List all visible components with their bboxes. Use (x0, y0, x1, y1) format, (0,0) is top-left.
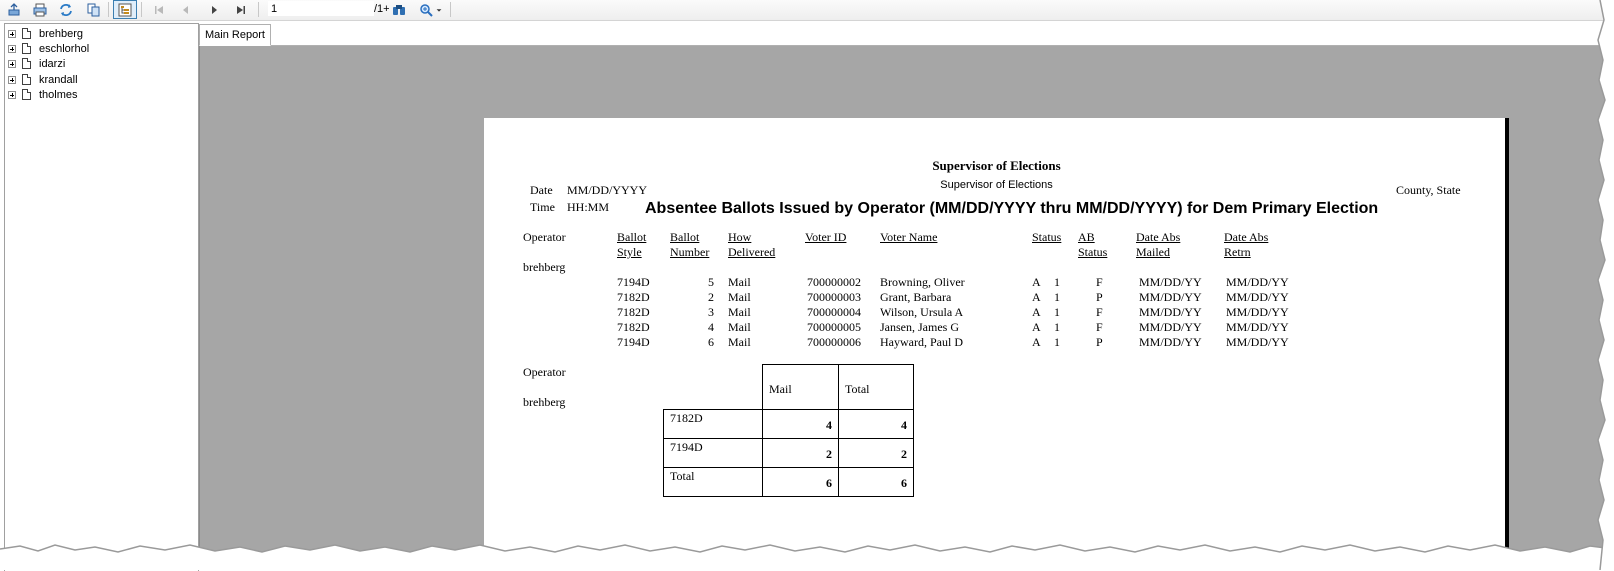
header-ballot-number-2: Number (670, 245, 710, 259)
cell-voter-name: Hayward, Paul D (880, 335, 963, 349)
header-ab-status-2: Status (1078, 245, 1108, 259)
crosstab-header-mail-label: Mail (769, 382, 792, 396)
cell-date-retrn: MM/DD/YY (1226, 275, 1289, 289)
crosstab-row-label-text: 7194D (670, 440, 703, 454)
cell-status: A (1032, 320, 1041, 334)
cell-date-mailed: MM/DD/YY (1139, 305, 1202, 319)
header-ballot-style-1: Ballot (617, 230, 647, 244)
summary-operator-label: Operator (523, 365, 566, 379)
document-icon (22, 28, 31, 39)
crosstab-cell-mail (762, 467, 839, 497)
report-org-sub: Supervisor of Elections (940, 179, 1053, 191)
operator-name: brehberg (523, 260, 566, 274)
tree-item-idarzi[interactable] (8, 56, 65, 71)
cell-ballot-number: 6 (708, 335, 714, 349)
crosstab-cell-total (838, 409, 914, 439)
crosstab-header-total-label: Total (845, 382, 870, 396)
crosstab-cell-total (838, 467, 914, 497)
report-org: Supervisor of Elections (932, 158, 1061, 173)
cell-how-delivered: Mail (728, 290, 751, 304)
group-tree-toggle-icon[interactable] (113, 0, 137, 19)
header-operator: Operator (523, 230, 566, 244)
cell-voter-id: 700000003 (807, 290, 861, 304)
header-how-delivered-1: How (728, 230, 752, 244)
tab-strip (199, 23, 1614, 46)
crosstab-cell-total-value: 4 (901, 418, 907, 432)
cell-voter-id: 700000004 (807, 305, 861, 319)
crosstab-cell-total-value: 6 (901, 476, 907, 490)
cell-voter-name: Grant, Barbara (880, 290, 952, 304)
cell-how-delivered: Mail (728, 335, 751, 349)
crosstab-row-label (663, 409, 763, 439)
toolbar (0, 0, 1614, 21)
zoom-icon[interactable] (417, 1, 435, 18)
cell-status-number: 1 (1054, 335, 1060, 349)
cell-ab-status: F (1096, 320, 1103, 334)
header-voter-name: Voter Name (880, 230, 938, 244)
print-icon[interactable] (31, 1, 49, 18)
report-title: Absentee Ballots Issued by Operator (MM/DD/YYYY thru MM/DD/YYYY) for Dem Primary Election (645, 200, 1379, 217)
cell-voter-id: 700000006 (807, 335, 861, 349)
cell-ab-status: F (1096, 275, 1103, 289)
crosstab-cell-mail-value: 6 (826, 476, 832, 490)
crosstab-row-label (663, 467, 763, 497)
cell-how-delivered: Mail (728, 305, 751, 319)
cell-ballot-number: 4 (708, 320, 714, 334)
expand-plus-icon[interactable] (8, 91, 16, 99)
cell-voter-id: 700000002 (807, 275, 861, 289)
document-icon (22, 74, 31, 85)
tree-item-label: tholmes (39, 88, 78, 101)
cell-voter-name: Jansen, James G (880, 320, 959, 334)
tree-item-label: brehberg (39, 27, 84, 40)
cell-voter-name: Wilson, Ursula A (880, 305, 964, 319)
time-value: HH:MM (567, 200, 610, 214)
expand-plus-icon[interactable] (8, 45, 16, 53)
header-ab-status-1: AB (1078, 230, 1095, 244)
crosstab-cell-total-value: 2 (901, 447, 907, 461)
page-count: /1+ (374, 3, 390, 15)
cell-date-mailed: MM/DD/YY (1139, 290, 1202, 304)
cell-date-mailed: MM/DD/YY (1139, 275, 1202, 289)
cell-date-retrn: MM/DD/YY (1226, 320, 1289, 334)
cell-date-mailed: MM/DD/YY (1139, 320, 1202, 334)
cell-voter-id: 700000005 (807, 320, 861, 334)
cell-ab-status: P (1096, 290, 1103, 304)
document-icon (22, 89, 31, 100)
crosstab-cell-total (838, 438, 914, 468)
time-label: Time (530, 200, 555, 214)
tree-item-tholmes[interactable] (8, 87, 78, 102)
cell-status: A (1032, 305, 1041, 319)
expand-plus-icon[interactable] (8, 30, 16, 38)
cell-status-number: 1 (1054, 290, 1060, 304)
cell-ballot-style: 7182D (617, 305, 650, 319)
cell-date-retrn: MM/DD/YY (1226, 290, 1289, 304)
tree-item-brehberg[interactable] (8, 26, 83, 41)
copy-icon[interactable] (85, 1, 103, 18)
cell-how-delivered: Mail (728, 320, 751, 334)
county-state: County, State (1396, 183, 1461, 197)
crosstab-row-label-text: 7182D (670, 411, 703, 425)
crosstab-header-mail (762, 364, 839, 410)
tab-main-report[interactable]: Main Report (199, 24, 271, 46)
search-binoculars-icon[interactable] (390, 1, 408, 18)
document-icon (22, 43, 31, 54)
cell-how-delivered: Mail (728, 275, 751, 289)
expand-plus-icon[interactable] (8, 60, 16, 68)
cell-date-retrn: MM/DD/YY (1226, 305, 1289, 319)
header-date-mailed-2: Mailed (1136, 245, 1170, 259)
tree-item-label: idarzi (39, 57, 66, 70)
cell-ab-status: P (1096, 335, 1103, 349)
crosstab-row-label-text: Total (670, 469, 695, 483)
cell-status: A (1032, 335, 1041, 349)
crosstab-row-label (663, 438, 763, 468)
torn-edge-decoration (0, 535, 1614, 570)
crosstab-cell-mail (762, 438, 839, 468)
cell-date-mailed: MM/DD/YY (1139, 335, 1202, 349)
zoom-dropdown-chevron-icon[interactable] (434, 1, 444, 18)
cell-ballot-style: 7194D (617, 335, 650, 349)
cell-ballot-style: 7182D (617, 290, 650, 304)
tree-item-krandall[interactable] (8, 72, 78, 87)
refresh-icon[interactable] (57, 1, 75, 18)
cell-status: A (1032, 275, 1041, 289)
group-tree-panel (4, 23, 199, 571)
header-date-retrn-2: Retrn (1224, 245, 1251, 259)
tree-item-label: eschlorhol (39, 42, 90, 55)
header-how-delivered-2: Delivered (728, 245, 776, 259)
cell-ballot-number: 3 (708, 305, 714, 319)
first-page-icon[interactable] (150, 1, 168, 18)
torn-right-edge-decoration (1590, 0, 1614, 570)
cell-status-number: 1 (1054, 275, 1060, 289)
cell-status-number: 1 (1054, 305, 1060, 319)
cell-voter-name: Browning, Oliver (880, 275, 965, 289)
header-voter-id: Voter ID (805, 230, 847, 244)
crosstab-cell-mail-value: 2 (826, 447, 832, 461)
header-ballot-style-2: Style (617, 245, 642, 259)
tree-item-label: krandall (39, 73, 78, 86)
header-date-retrn-1: Date Abs (1224, 230, 1269, 244)
cell-ballot-style: 7194D (617, 275, 650, 289)
next-page-icon[interactable] (205, 1, 223, 18)
header-ballot-number-1: Ballot (670, 230, 700, 244)
date-label: Date (530, 183, 553, 197)
report-page (484, 118, 1509, 570)
crosstab-header-total (838, 364, 914, 410)
cell-ballot-number: 5 (708, 275, 714, 289)
header-date-mailed-1: Date Abs (1136, 230, 1181, 244)
document-icon (22, 58, 31, 69)
page-number-input[interactable] (268, 1, 374, 16)
cell-ballot-number: 2 (708, 290, 714, 304)
tree-item-eschlorhol[interactable] (8, 41, 89, 56)
crosstab-cell-mail (762, 409, 839, 439)
cell-status-number: 1 (1054, 320, 1060, 334)
cell-ab-status: F (1096, 305, 1103, 319)
export-icon[interactable] (5, 1, 23, 18)
previous-page-icon[interactable] (177, 1, 195, 18)
crosstab-cell-mail-value: 4 (826, 418, 832, 432)
cell-date-retrn: MM/DD/YY (1226, 335, 1289, 349)
header-status: Status (1032, 230, 1062, 244)
last-page-icon[interactable] (232, 1, 250, 18)
expand-plus-icon[interactable] (8, 76, 16, 84)
cell-ballot-style: 7182D (617, 320, 650, 334)
date-value: MM/DD/YYYY (567, 183, 648, 197)
summary-operator-name: brehberg (523, 395, 566, 409)
cell-status: A (1032, 290, 1041, 304)
